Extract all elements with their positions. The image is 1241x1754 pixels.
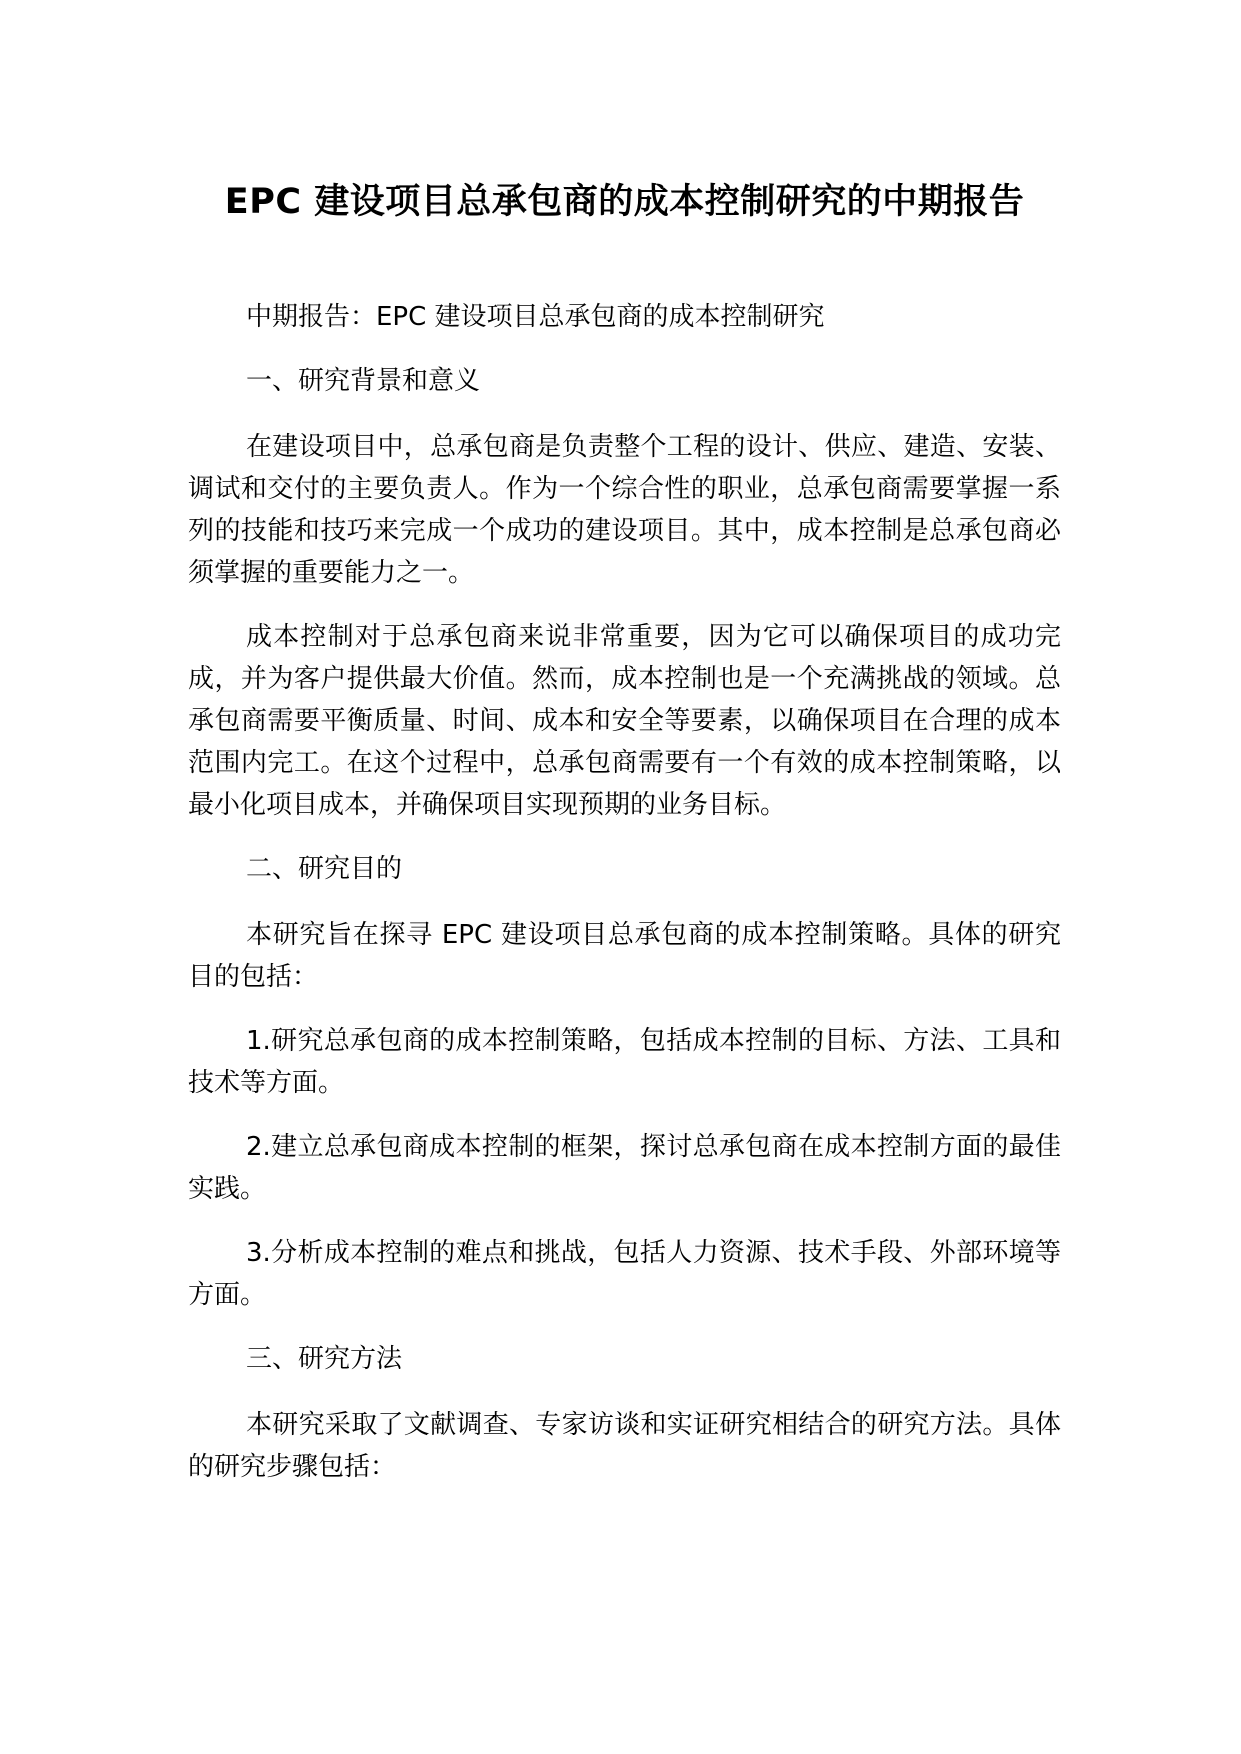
list-item: 1.研究总承包商的成本控制策略，包括成本控制的目标、方法、工具和技术等方面。	[188, 1026, 1061, 1098]
body-paragraph: 在建设项目中，总承包商是负责整个工程的设计、供应、建造、安装、调试和交付的主要负责人。作为一个综合性的职业，总承包商需要掌握一系列的技能和技巧来完成一个成功的建设项目。其中，成本控制是总承包商必须掌握的重要能力之一。	[188, 432, 1061, 588]
section-heading-background: 一、研究背景和意义	[246, 366, 481, 396]
body-paragraph: 本研究旨在探寻 EPC 建设项目总承包商的成本控制策略。具体的研究目的包括：	[188, 920, 1061, 992]
body-paragraph: 成本控制对于总承包商来说非常重要，因为它可以确保项目的成功完成，并为客户提供最大价值。然而，成本控制也是一个充满挑战的领域。总承包商需要平衡质量、时间、成本和安全等要素，以确保项目在合理的成本范围内完工。在这个过程中，总承包商需要有一个有效的成本控制策略，以最小化项目成本，并确保项目实现预期的业务目标。	[188, 622, 1061, 820]
body-paragraph: 本研究采取了文献调查、专家访谈和实证研究相结合的研究方法。具体的研究步骤包括：	[188, 1410, 1061, 1482]
section-heading-method: 三、研究方法	[246, 1344, 403, 1374]
document-title: EPC 建设项目总承包商的成本控制研究的中期报告	[224, 182, 1025, 222]
list-item: 3.分析成本控制的难点和挑战，包括人力资源、技术手段、外部环境等方面。	[188, 1238, 1061, 1310]
report-subtitle: 中期报告：EPC 建设项目总承包商的成本控制研究	[246, 302, 825, 332]
list-item: 2.建立总承包商成本控制的框架，探讨总承包商在成本控制方面的最佳实践。	[188, 1132, 1061, 1204]
section-heading-purpose: 二、研究目的	[246, 854, 403, 884]
